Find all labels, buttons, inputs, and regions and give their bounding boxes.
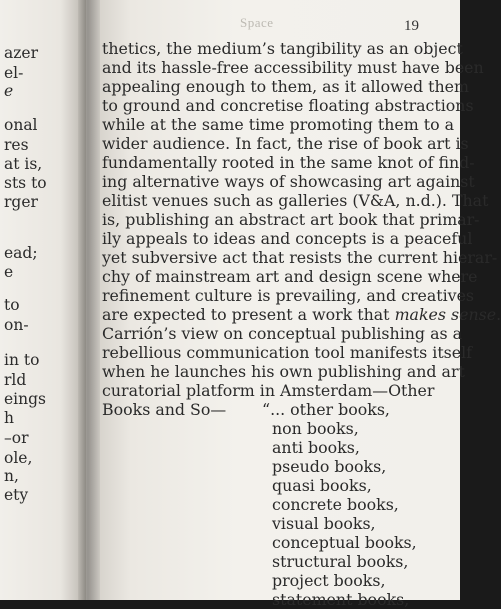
left-page-fragment: onal xyxy=(4,116,38,134)
text-line: Books and So— xyxy=(102,400,227,419)
left-page-fragment: rger xyxy=(4,193,38,211)
emphasis-makes-sense: makes sense xyxy=(394,305,497,324)
text-line: is, publishing an abstract art book that primar- xyxy=(102,210,480,229)
left-page-fragment: el- xyxy=(4,64,24,82)
left-page-fragment: eings xyxy=(4,390,46,408)
left-page-fragment: to xyxy=(4,296,20,314)
quote-list-item: visual books, xyxy=(272,514,376,533)
text-line xyxy=(102,307,501,323)
quote-list-item: pseudo books, xyxy=(272,457,387,476)
left-page-fragment: rld xyxy=(4,371,27,389)
text-line: curatorial platform in Amsterdam—Other xyxy=(102,381,435,400)
text-line: yet subversive act that resists the current hierar- xyxy=(102,248,498,267)
quote-list-item: anti books, xyxy=(272,438,360,457)
left-page-fragment: at is, xyxy=(4,155,43,173)
left-page-fragment: h xyxy=(4,409,14,427)
text-line: Carrión’s view on conceptual publishing as a xyxy=(102,324,463,343)
left-page-fragment: e xyxy=(4,82,14,100)
left-page-fragment: e xyxy=(4,263,14,281)
left-page-fragment: ety xyxy=(4,486,29,504)
text-line: fundamentally rooted in the same knot of find- xyxy=(102,153,475,172)
text-line-tail: . xyxy=(496,305,501,324)
quote-list-item: statement books, xyxy=(272,590,410,609)
left-page-fragment: res xyxy=(4,136,29,154)
text-line: rebellious communication tool manifests itself xyxy=(102,343,473,362)
text-line: to ground and concretise floating abstractions xyxy=(102,96,474,115)
quote-list-item: project books, xyxy=(272,571,386,590)
left-page-fragment: –or xyxy=(4,429,29,447)
text-line-lead: are expected to present a work that xyxy=(102,305,390,324)
left-page-fragment: ole, xyxy=(4,449,33,467)
text-line: ing alternative ways of showcasing art against xyxy=(102,172,475,191)
left-page xyxy=(0,0,86,600)
left-page-fragment: azer xyxy=(4,44,38,62)
quote-list-item: quasi books, xyxy=(272,476,372,495)
text-line: and its hassle-free accessibility must have been xyxy=(102,58,484,77)
quote-list-item: concrete books, xyxy=(272,495,399,514)
left-page-fragment: sts to xyxy=(4,174,47,192)
text-line: elitist venues such as galleries (V&A, n.d.). That xyxy=(102,191,489,210)
text-line: chy of mainstream art and design scene where xyxy=(102,267,478,286)
page-number: 19 xyxy=(404,18,419,34)
text-line: appealing enough to them, as it allowed them xyxy=(102,77,469,96)
quote-list-item: conceptual books, xyxy=(272,533,417,552)
text-line: when he launches his own publishing and art xyxy=(102,362,465,381)
text-line: refinement culture is prevailing, and creatives xyxy=(102,286,475,305)
left-page-fragment: ead; xyxy=(4,244,38,262)
text-line: ily appeals to ideas and concepts is a peaceful xyxy=(102,229,473,248)
right-page xyxy=(86,0,501,609)
running-head: Space xyxy=(240,15,274,30)
text-line: while at the same time promoting them to a xyxy=(102,115,455,134)
left-page-fragment: in to xyxy=(4,351,40,369)
book-gutter xyxy=(78,0,100,600)
left-page-fragment: n, xyxy=(4,467,19,485)
quote-list-item: “... other books, xyxy=(262,400,390,419)
quote-list-item: structural books, xyxy=(272,552,409,571)
text-line: wider audience. In fact, the rise of book art is xyxy=(102,134,469,153)
left-page-fragment: on- xyxy=(4,316,29,334)
text-line: thetics, the medium’s tangibility as an object xyxy=(102,39,463,58)
quote-list-item: non books, xyxy=(272,419,359,438)
